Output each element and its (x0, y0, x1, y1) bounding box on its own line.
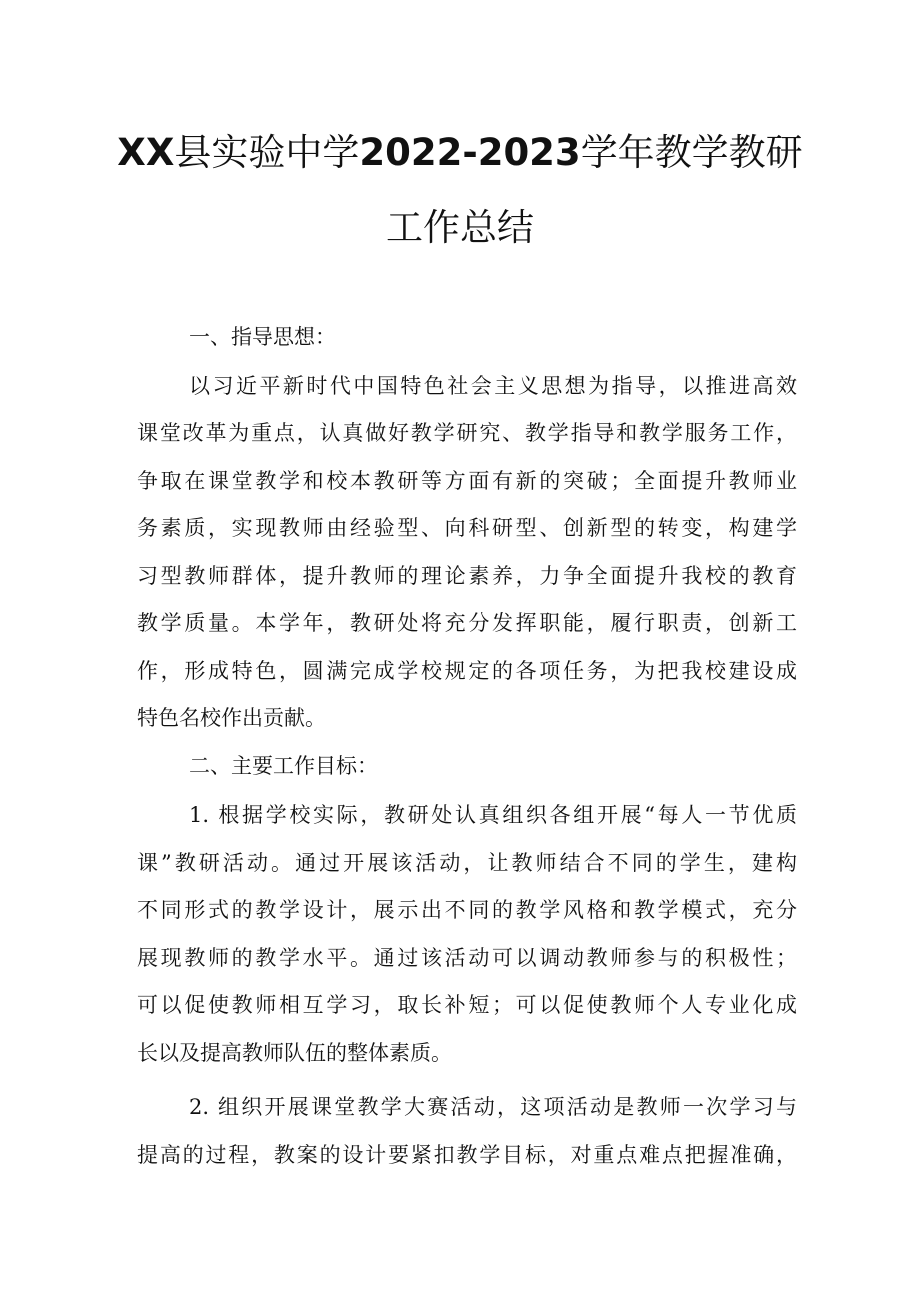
paragraph-line: 作，形成特色，圆满完成学校规定的各项任务，为把我校建设成 (137, 659, 797, 683)
paragraph-line: 课”教研活动。通过开展该活动，让教师结合不同的学生，建构 (137, 851, 797, 875)
document-title-line-2 (0, 206, 920, 250)
paragraph-line: 1. 根据学校实际，教研处认真组织各组开展“每人一节优质 (189, 803, 797, 827)
paragraph-line: 教学质量。本学年，教研处将充分发挥职能，履行职责，创新工 (137, 611, 797, 635)
title-prefix: XX (117, 131, 175, 174)
paragraph-line: 长以及提高教师队伍的整体素质。 (137, 1041, 452, 1065)
title-topic: 学年教学教研 (580, 131, 803, 174)
paragraph-line: 特色名校作出贡献。 (137, 706, 326, 730)
paragraph-line: 展现教师的教学水平。通过该活动可以调动教师参与的积极性； (137, 946, 797, 970)
paragraph-line: 2. 组织开展课堂教学大赛活动，这项活动是教师一次学习与 (189, 1095, 797, 1119)
paragraph-line: 课堂改革为重点，认真做好教学研究、教学指导和教学服务工作， (137, 421, 797, 445)
paragraph-line: 可以促使教师相互学习，取长补短；可以促使教师个人专业化成 (137, 993, 797, 1017)
paragraph-line: 以习近平新时代中国特色社会主义思想为指导，以推进高效 (189, 374, 797, 398)
title-school-year: 2022-2023 (359, 131, 581, 174)
paragraph-line: 不同形式的教学设计，展示出不同的教学风格和教学模式，充分 (137, 898, 797, 922)
paragraph-line: 争取在课堂教学和校本教研等方面有新的突破；全面提升教师业 (137, 469, 797, 493)
document-title-line-1 (0, 131, 920, 175)
title-subtitle: 工作总结 (386, 206, 534, 249)
section-heading-main-goals: 二、主要工作目标： (189, 754, 378, 778)
paragraph-line: 务素质，实现教师由经验型、向科研型、创新型的转变，构建学 (137, 516, 797, 540)
paragraph-line: 习型教师群体，提升教师的理论素养，力争全面提升我校的教育 (137, 564, 797, 588)
section-heading-guiding-ideology: 一、指导思想： (189, 325, 336, 349)
title-school-name: 县实验中学 (174, 131, 360, 174)
paragraph-line: 提高的过程，教案的设计要紧扣教学目标，对重点难点把握准确， (137, 1143, 797, 1167)
